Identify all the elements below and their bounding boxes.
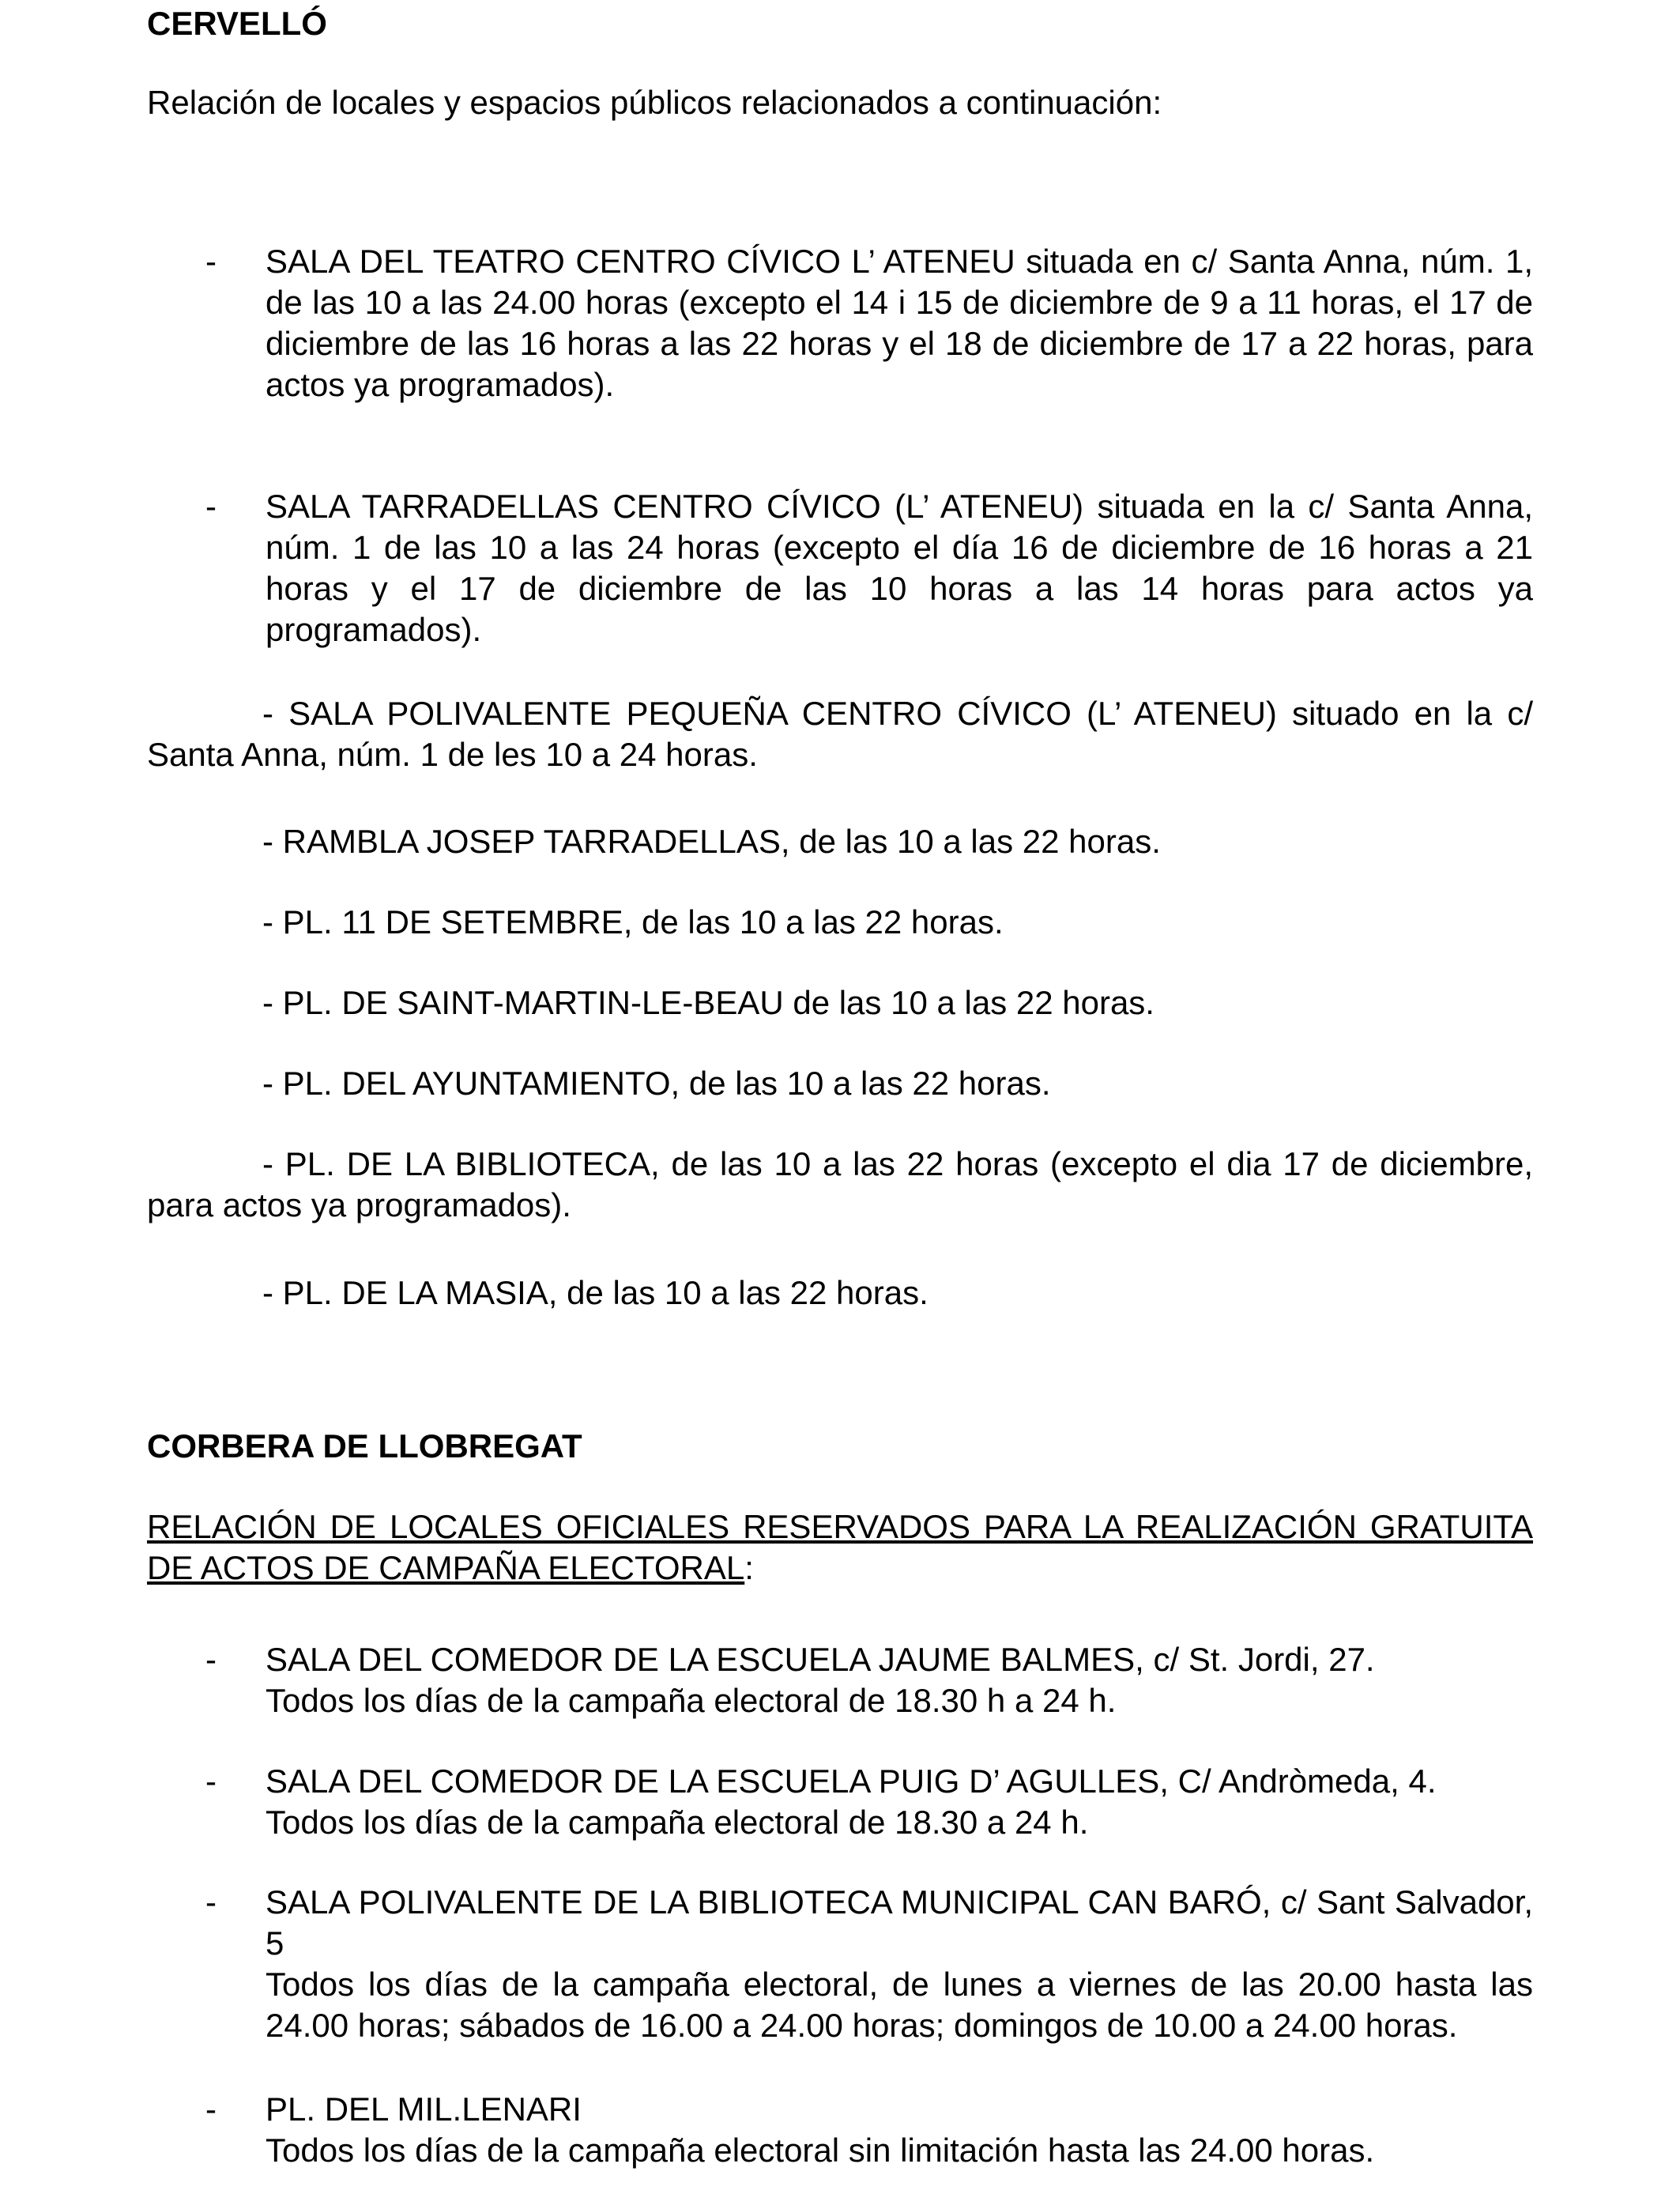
list-item-ayuntamiento: - PL. DEL AYUNTAMIENTO, de las 10 a las 22 horas. [262,1065,1051,1102]
list-dash: - [205,488,217,525]
list-item-schedule: Todos los días de la campaña electoral de 18.30 h a 24 h. [266,1682,1117,1719]
list-item-saint-martin: - PL. DE SAINT-MARTIN-LE-BEAU de las 10 a las 22 horas. [262,984,1155,1021]
intro-text: Relación de locales y espacios públicos relacionados a continuación: [147,84,1162,121]
list-dash: - [205,243,217,280]
list-item-schedule: Todos los días de la campaña electoral, de lunes a viernes de las 20.00 hasta las 24.00 horas; sábados de 16.00 a 24.00 horas; domingos de 10.00 a 24.00 horas. [266,1966,1533,2044]
list-item-schedule: Todos los días de la campaña electoral de 18.30 a 24 h. [266,1804,1089,1841]
section-subheading [147,1506,1533,1589]
list-item [147,1882,1533,2046]
section-heading-cervello: CERVELLÓ [147,5,327,42]
list-dash: - [205,1641,217,1678]
list-item [147,1761,1533,1843]
subheading-suffix: : [744,1549,754,1586]
subheading-underlined-text: RELACIÓN DE LOCALES OFICIALES RESERVADOS PARA LA REALIZACIÓN GRATUITA DE ACTOS DE CAMPAÑA ELECTORAL [147,1508,1533,1586]
list-item-setembre: - PL. 11 DE SETEMBRE, de las 10 a las 22 horas. [262,903,1004,941]
list-item-rambla: - RAMBLA JOSEP TARRADELLAS, de las 10 a las 22 horas. [262,823,1161,860]
list-dash: - [205,1883,217,1921]
list-item [147,486,1533,650]
list-dash: - [205,1762,217,1800]
list-item-title: SALA DEL COMEDOR DE LA ESCUELA JAUME BALMES, c/ St. Jordi, 27. [266,1641,1375,1678]
list-item-title: SALA POLIVALENTE DE LA BIBLIOTECA MUNICIPAL CAN BARÓ, c/ Sant Salvador, 5 [266,1883,1533,1962]
list-item-masia: - PL. DE LA MASIA, de las 10 a las 22 horas. [262,1274,929,1311]
list-dash: - [205,2090,217,2128]
list-item-title: PL. DEL MIL.LENARI [266,2090,582,2128]
list-item-polivalente: - SALA POLIVALENTE PEQUEÑA CENTRO CÍVICO (L’ ATENEU) situado en la c/ Santa Anna, núm. 1 de les 10 a 24 horas. [147,695,1533,773]
list-item-title: SALA DEL COMEDOR DE LA ESCUELA PUIG D’ AGULLES, C/ Andròmeda, 4. [266,1762,1437,1800]
list-item [147,2089,1533,2171]
section-heading-corbera: CORBERA DE LLOBREGAT [147,1427,582,1465]
list-item [147,1639,1533,1721]
list-item [147,241,1533,405]
list-item-schedule: Todos los días de la campaña electoral sin limitación hasta las 24.00 horas. [266,2132,1375,2169]
list-item-text: SALA DEL TEATRO CENTRO CÍVICO L’ ATENEU situada en c/ Santa Anna, núm. 1, de las 10 a las 24.00 horas (excepto el 14 i 15 de diciembre de 9 a 11 horas, el 17 de diciembre de las 16 horas a las 22 horas y el 18 de diciembre de 17 a 22 horas, para actos ya programados). [266,243,1533,403]
list-item-text: SALA TARRADELLAS CENTRO CÍVICO (L’ ATENEU) situada en la c/ Santa Anna, núm. 1 de las 10 a las 24 horas (excepto el día 16 de diciembre de 16 horas a 21 horas y el 17 de diciembre de las 10 horas a las 14 horas para actos ya programados). [266,488,1533,648]
list-item-biblioteca: - PL. DE LA BIBLIOTECA, de las 10 a las 22 horas (excepto el dia 17 de diciembre, para actos ya programados). [147,1145,1533,1223]
